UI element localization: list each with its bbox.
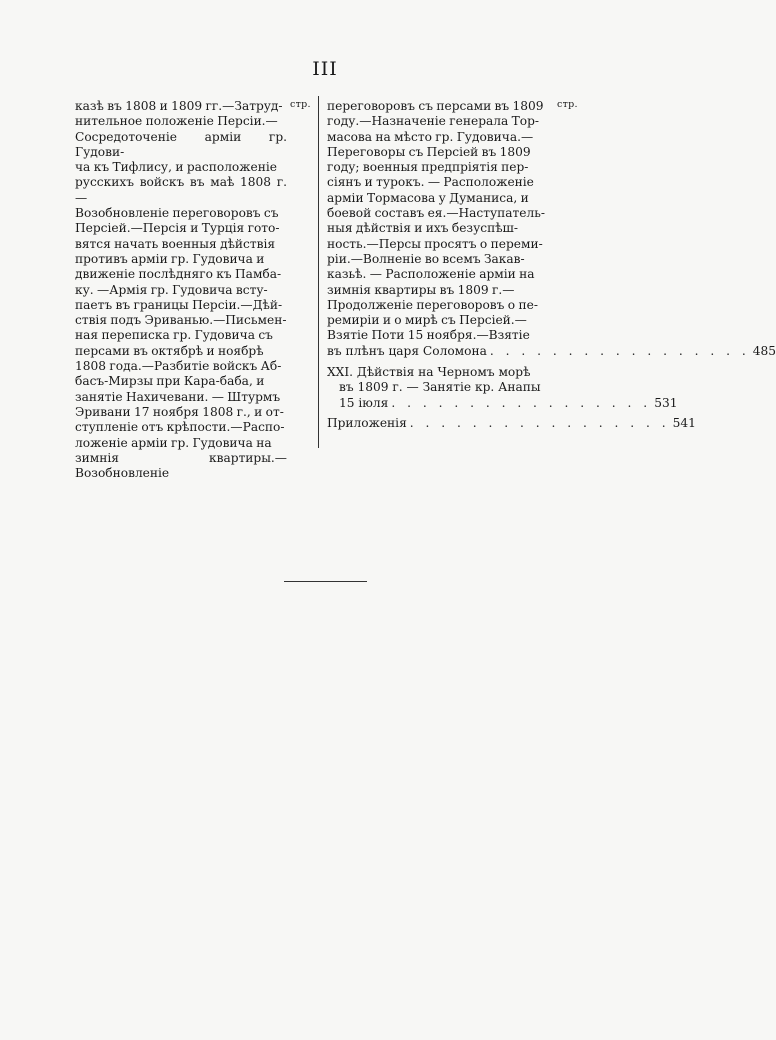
toc-text-line: Продолженіе переговоровъ о пе- xyxy=(327,297,538,312)
leader-dots: . . . . . . . . . . . . . . . . . xyxy=(409,415,670,430)
toc-text-line: году; военныя предпріятія пер- xyxy=(327,160,529,175)
page-column-header-right: стр. xyxy=(557,99,578,110)
toc-text-line: казѣ въ 1808 и 1809 гг.—Затруд- xyxy=(75,99,283,113)
toc-text-line: ныя дѣйствія и ихъ безуспѣш- xyxy=(327,221,518,236)
toc-text-line: ку. —Армія гр. Гудовича всту- xyxy=(75,282,268,297)
toc-text-line: вятся начать военныя дѣйствія xyxy=(75,236,276,251)
toc-left-text xyxy=(75,99,287,481)
toc-text-line: Персіей.—Персія и Турція гото- xyxy=(75,221,280,236)
toc-text-line: нительное положеніе Персіи.— xyxy=(75,114,278,129)
toc-chapter-xxi-line3 xyxy=(327,395,678,411)
toc-text-line: ная переписка гр. Гудовича съ xyxy=(75,328,273,343)
toc-text-line: зимнія квартиры.—Возобновленіе xyxy=(75,450,287,481)
toc-chapter-xxi-line1: XXI. Дѣйствія на Черномъ морѣ xyxy=(327,365,531,380)
end-rule xyxy=(284,581,367,582)
toc-text-line: ча къ Тифлису, и расположеніе xyxy=(75,160,277,175)
toc-text-line: Эривани 17 ноября 1808 г., и от- xyxy=(75,404,284,419)
toc-left-column xyxy=(75,99,287,481)
column-divider xyxy=(318,96,319,448)
toc-text-line: ствія подъ Эриванью.—Письмен- xyxy=(75,313,287,328)
toc-text-line: Переговоры съ Персіей въ 1809 xyxy=(327,144,531,159)
page-column-header-left: стр. xyxy=(290,99,311,110)
toc-text-line: ріи.—Волненіе во всемъ Закав- xyxy=(327,251,525,266)
toc-text-line: ложеніе арміи гр. Гудовича на xyxy=(75,435,272,450)
toc-text-line: переговоровъ съ персами въ 1809 xyxy=(327,99,544,113)
toc-text-line: ремиріи и о мирѣ съ Персіей.— xyxy=(327,313,527,328)
toc-text-line: сіянъ и турокъ. — Расположеніе xyxy=(327,175,534,190)
toc-page-number: 541 xyxy=(672,415,696,430)
toc-text-line: 1808 года.—Разбитіе войскъ Аб- xyxy=(75,359,282,374)
toc-text-line: ность.—Персы просятъ о переми- xyxy=(327,236,543,251)
toc-text-line: ступленіе отъ крѣпости.—Распо- xyxy=(75,420,285,435)
toc-text-line: противъ арміи гр. Гудовича и xyxy=(75,251,265,266)
toc-page-number: 531 xyxy=(654,395,678,410)
toc-text-line: Сосредоточеніе арміи гр. Гудови- xyxy=(75,129,287,159)
toc-text-line: персами въ октябрѣ и ноябрѣ xyxy=(75,343,264,358)
toc-right-line: Взятіе Поти 15 ноября.—Взятіе xyxy=(327,328,530,343)
leader-dots: . . . . . . . . . . . . . . . . . xyxy=(391,395,652,410)
toc-text-line: арміи Тормасова у Думаниса, и xyxy=(327,190,529,205)
toc-right-column xyxy=(327,99,776,431)
toc-text-line: басъ-Мирзы при Кара-баба, и xyxy=(75,374,265,389)
toc-text-line: казьѣ. — Расположеніе арміи на xyxy=(327,267,535,282)
toc-chapter-xxi-line2: въ 1809 г. — Занятіе кр. Анапы xyxy=(339,380,541,395)
toc-page-number: 485 xyxy=(752,343,776,358)
toc-text-line: занятіе Нахичевани. — Штурмъ xyxy=(75,389,281,404)
toc-entry-xx-end xyxy=(327,343,776,359)
toc-text-line: русскихъ войскъ въ маѣ 1808 г.— xyxy=(75,175,287,205)
toc-chapter-xxi xyxy=(327,365,678,411)
leader-dots: . . . . . . . . . . . . . . . . . xyxy=(489,343,750,358)
toc-entry-appendix xyxy=(327,415,696,431)
toc-entry-label: 15 іюля xyxy=(339,395,389,410)
toc-text-line: Возобновленіе переговоровъ съ xyxy=(75,206,279,221)
page-number: III xyxy=(312,58,338,80)
toc-text-line: году.—Назначеніе генерала Тор- xyxy=(327,114,540,129)
toc-text-line: паетъ въ границы Персіи.—Дѣй- xyxy=(75,297,283,312)
toc-text-line: боевой составъ ея.—Наступатель- xyxy=(327,206,546,221)
toc-text-line: масова на мѣсто гр. Гудовича.— xyxy=(327,129,534,144)
toc-text-line: зимнія квартиры въ 1809 г.— xyxy=(327,282,515,297)
toc-entry-label: Приложенія xyxy=(327,415,407,430)
toc-entry-label: въ плѣнъ царя Соломона xyxy=(327,343,487,358)
toc-text-line: движеніе послѣдняго къ Памба- xyxy=(75,267,282,282)
toc-right-text xyxy=(327,99,584,328)
